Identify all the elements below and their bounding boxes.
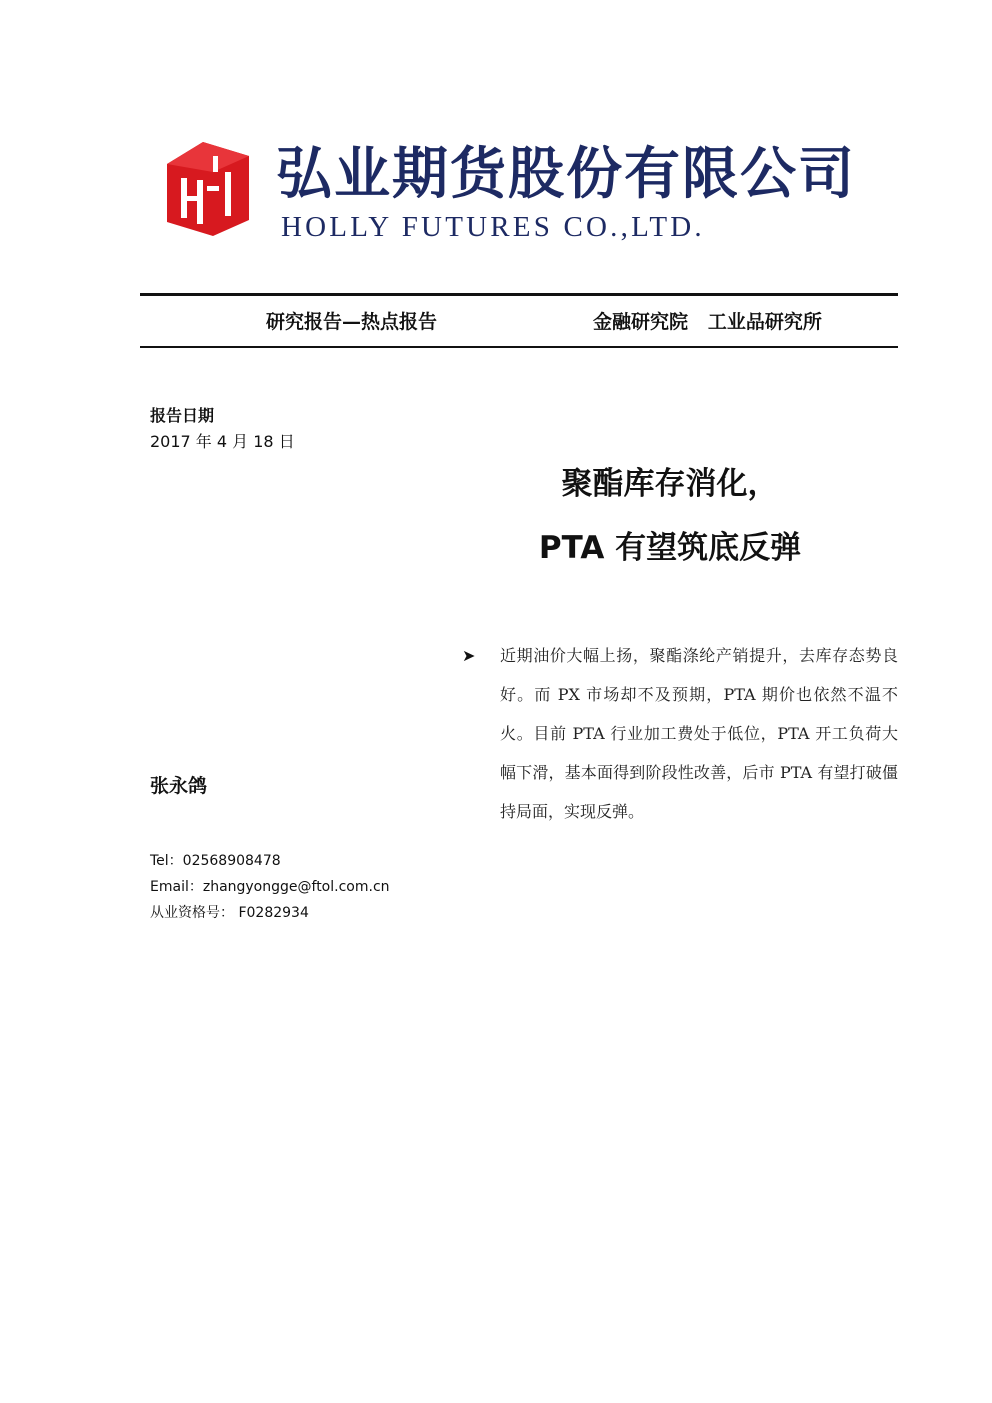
arrow-bullet-icon: ➤ [462,646,476,665]
company-logo-mark [167,142,249,236]
report-title-line-1: 聚酯库存消化， [561,466,779,502]
header-rule-bottom [140,346,898,348]
author-name: 张永鸽 [150,775,208,797]
report-date-value: 2017 年 4 月 18 日 [150,432,295,451]
author-email: Email：zhangyongge@ftol.com.cn [150,879,390,895]
summary-bullet [462,636,898,831]
author-tel: Tel：02568908478 [150,853,281,869]
company-name-cn: 弘业期货股份有限公司 [276,141,856,207]
header-rule-top [140,293,898,296]
company-name-en: HOLLY FUTURES CO.,LTD. [281,211,705,243]
summary-text: 近期油价大幅上扬，聚酯涤纶产销提升，去库存态势良好。而 PX 市场却不及预期，PTA 期价也依然不温不火。目前 PTA 行业加工费处于低位，PTA 开工负荷大幅下滑，基本面得到阶段性改善，后市 PTA 有望打破僵持局面，实现反弹。 [500,646,898,821]
author-contact [150,848,390,926]
report-title-line-2: PTA 有望筑底反弹 [538,530,802,566]
author-license: 从业资格号： F0282934 [150,905,309,921]
research-department: 金融研究院 工业品研究所 [593,311,822,333]
report-title [470,452,870,580]
report-date-label: 报告日期 [150,406,215,425]
report-type: 研究报告—热点报告 [266,311,438,333]
